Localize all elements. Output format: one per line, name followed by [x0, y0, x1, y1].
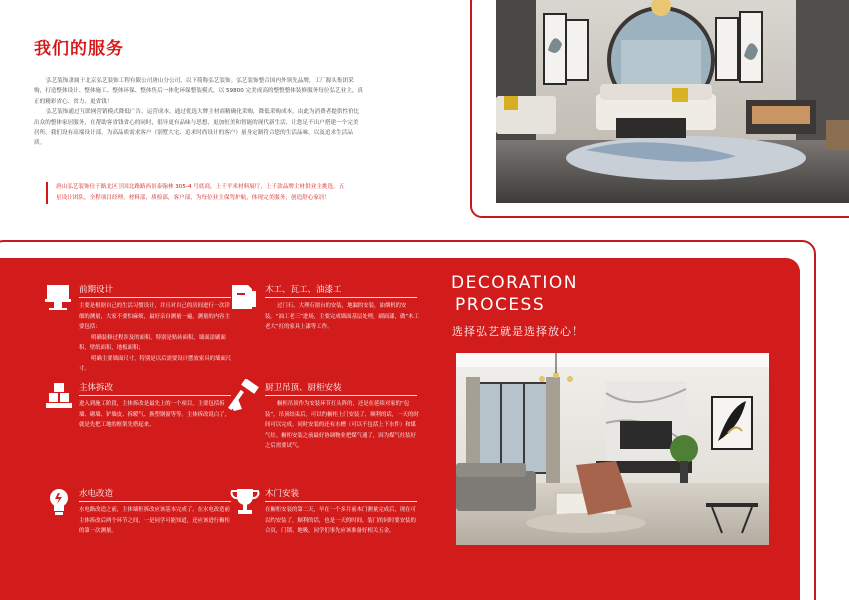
service-paragraph: 在橱柜安装的第二天，早在一个多月前木门测量完成后，现在可以约安装了，顺利的话，也是一天的时间。装门的同时要安装的合页，门锁、地吸，同学们事先应该准备好相关五金。: [265, 507, 416, 534]
lightbulb-icon: [42, 485, 76, 519]
service-description: [265, 301, 420, 333]
service-paragraph: 明确装修过程涉及的面积，特别是贴砖面积，墙面涂刷面积，壁纸面积，地板面积；: [79, 334, 226, 351]
service-paragraph: 明确主要墙面尺寸，特别是以后需要设计摆放家具的墙面尺寸。: [79, 355, 232, 372]
decoration-title-line-2: PROCESS: [455, 295, 546, 315]
company-intro: [34, 76, 364, 149]
trophy-icon: [228, 485, 262, 519]
tools-icon: [228, 281, 262, 315]
intro-paragraph-1: 弘艺装饰隶属于北京弘艺装饰工程有限公司唐山分公司，以下简称弘艺装饰。弘艺装饰整合国内外领先品牌，工厂源头集团采购，打造整体设计、整体施工、整体环保、整体售后一体化环保整装模式，以 59800 完美成高的整整整体装修服务每位弘艺业主，真正的精彩省心、省力、更省钱！: [34, 78, 364, 105]
divider: [265, 501, 417, 502]
service-paragraph: 水电路改造之前，主体墙柜拆改应该基本完成了。在水电改造前主体拆改后两个环节之间，一是同学可能知道，还应该进行橱柜的第一次测量。: [79, 507, 230, 534]
service-paragraph: 主要是根据自己的生活习惯设计，并且对自己的房间进行一次详细的测量，大家不要怕麻烦，最好亲自测量一遍，测量的内容主要包括：: [79, 303, 230, 330]
contact-info: [46, 182, 366, 204]
service-title: 厨卫吊顶、厨柜安装: [265, 383, 342, 393]
service-description: [79, 301, 234, 375]
divider: [265, 395, 417, 396]
service-description: [79, 399, 234, 431]
divider: [265, 297, 417, 298]
service-paragraph: 橱柜吊顶作为安装环节打头阵的，还是在延续对家的“包装”，吊顶结束后，可以约橱柜上门安装了，顺利的话，一天的时间可以完成。同时安装的还有水槽（可以不包括上下水件）和煤气灶。橱柜安装之前最好协调物业把煤气通了，因为煤气灶装好之后需要试气。: [265, 401, 419, 449]
decoration-process-title: [451, 272, 578, 316]
service-title: 木工、瓦工、油漆工: [265, 285, 342, 295]
divider: [79, 395, 231, 396]
divider: [79, 297, 231, 298]
service-title: 主体拆改: [79, 383, 114, 393]
hammer-icon: [228, 379, 262, 413]
divider: [79, 501, 231, 502]
service-description: [265, 505, 420, 537]
service-description: [79, 505, 234, 537]
decoration-title-line-1: DECORATION: [451, 273, 579, 293]
service-title: 前期设计: [79, 285, 114, 295]
page-title: 我们的服务: [34, 39, 124, 59]
decoration-slogan: 选择弘艺就是选择放心！: [452, 325, 584, 338]
interior-photo: [456, 353, 769, 545]
contact-line-1: 唐山弘艺装饰位于路北区卫国北路路西景泰翰林 305-4 号底商，上千平米材料展厅，上千款品牌主材供业主挑选。五: [56, 184, 345, 190]
service-title: 木门安装: [265, 489, 300, 499]
demolition-icon: [42, 379, 76, 413]
service-description: [265, 399, 420, 452]
service-paragraph: 进入到施工阶段，主体拆改是最先上的一个项目，主要包括拆墙、砌墙、铲墙皮、拆暖气、换塑钢窗等等。主体拆改说白了，就是先把工地的框架先搭起来。: [79, 401, 230, 428]
service-paragraph: 过门石、大理石窗台的安装，地漏的安装，油烟机的安装。“油工老三”进场，主要完成墙面基层处理，刷面漆，做“木工老大”打的家具上漆等工作。: [265, 303, 419, 330]
service-title: 水电改造: [79, 489, 114, 499]
intro-paragraph-2: 弘艺装饰通过互联网营销模式降低广告、运营成本，通过优选大牌主材商精确化采购，降低采购成本，由此为消费者提供性价比出众的整体家居服务，在帮助客省钱省心的同时，倡导更有品味与思想，更加恒美和智能的现代新生活，让您足不出户搭建一个完美居所。我们设有高端设计部，为高品质需求客户（别墅大宅、追求时尚设计的客户）量身定制符合您的生活品味，以及追求生活品质。: [34, 109, 360, 147]
design-board-icon: [42, 281, 76, 315]
contact-line-2: 星设计团队，全程项目经理，材料部，质检部，客户部，为每位业主保驾护航，体现完美服务，创造舒心家居！: [56, 195, 331, 201]
living-room-photo: [496, 0, 849, 203]
